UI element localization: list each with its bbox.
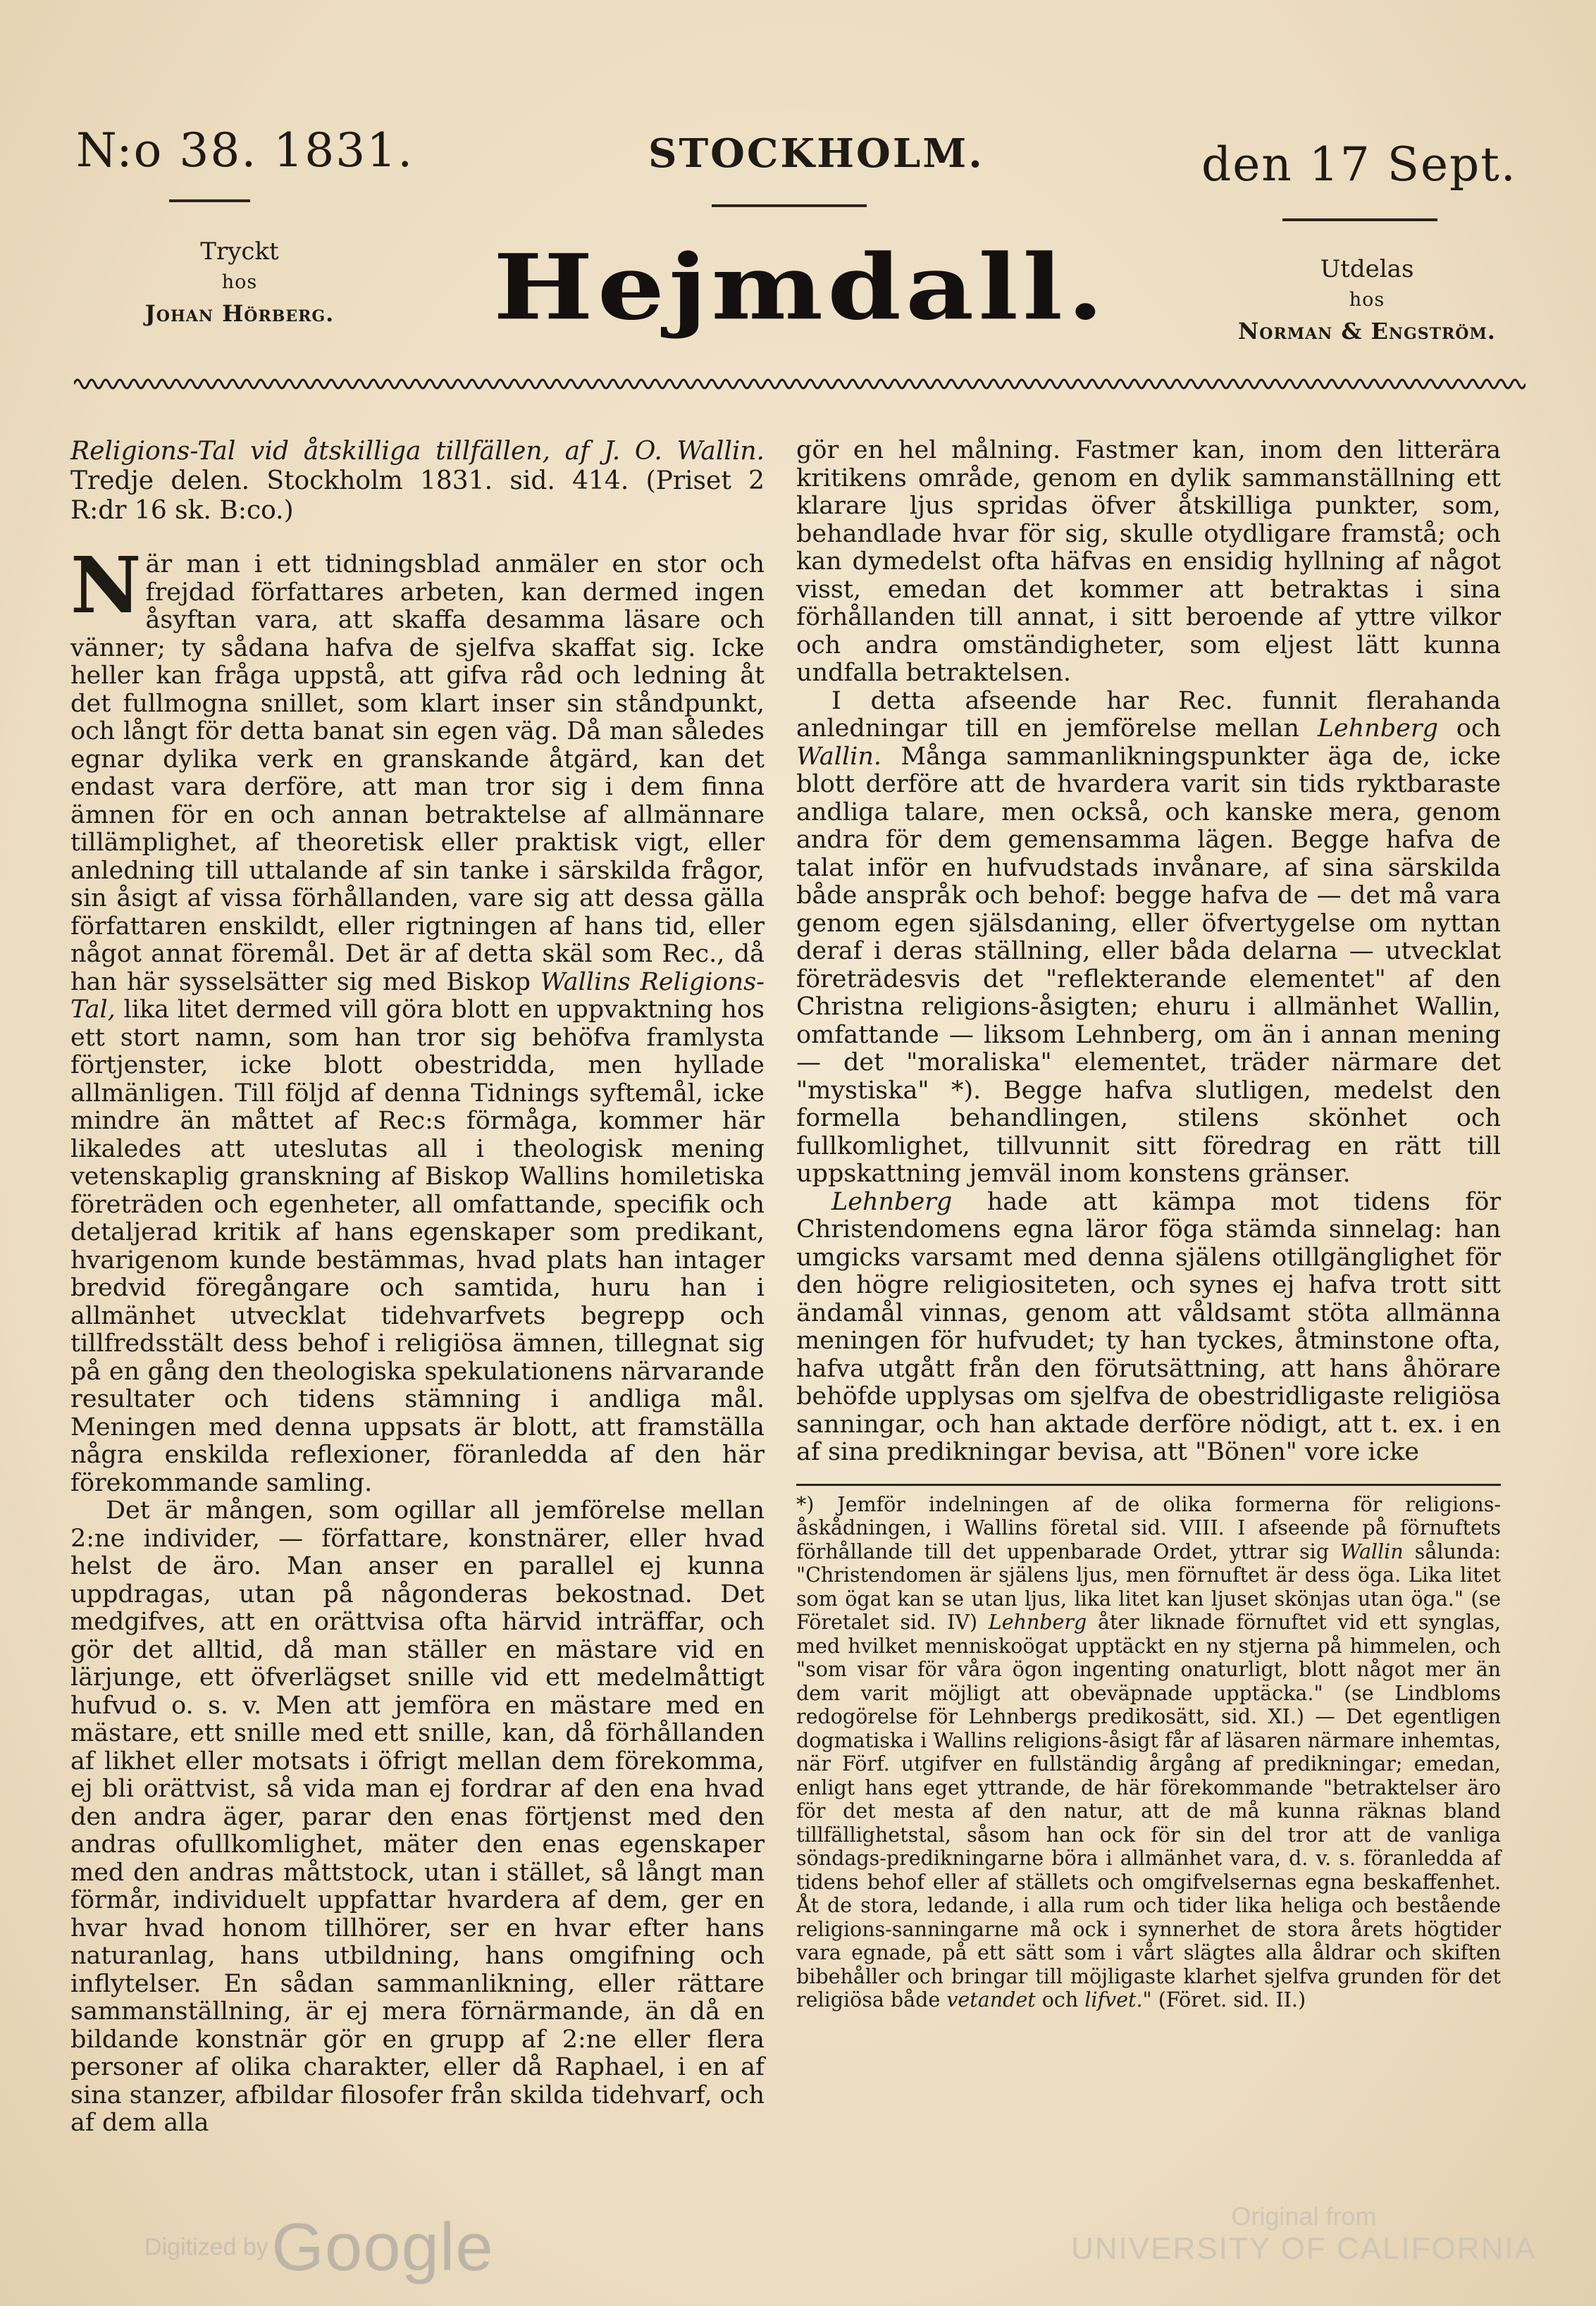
- text-run: " (Föret. sid. II.): [1142, 1988, 1306, 2011]
- paragraph-3: gör en hel målning. Fastmer kan, inom den litterära kritikens område, genom en dylik sammanställning ett klarare ljus spridas öfver åtskilliga punkter, som, behandlade hvar för sig, skulle otydligare framstå; och kan dymedelst ofta häfvas en ensidig hyllning af något visst, emedan det kommer att betraktas i sina förhållanden till annat, i sitt beroende af yttre vilkor och andra omständigheter, som eljest lätt kunna undfalla betraktelsen.: [796, 436, 1501, 687]
- printer-block: [106, 236, 373, 329]
- text-run: åter liknade förnuftet vid ett synglas, med hvilket menniskoögat upptäckt en ny stjerna på himmelen, och "som visar för våra ögon ingenting onaturligt, blott något mer än dem varit möjligt att obeväpnade upptäcka." (se Lindbloms redogörelse för Lehnbergs predikosätt, sid. XI.) — Det egentligen dogmatiska i Wallins religions-åsigt får af läsaren närmare inhemtas, när Förf. utgifver en fullständig årgång af predikningar; emedan, enligt hans eget yttrande, de här förekommande "betraktelser äro för det mesta af den natur, att de må kunna räknas bland tillfällighetstal, såsom han ock för sin del tror att de vanliga söndags-predikningarne böra i allmänhet vara, d. v. s. föranledda af tidens behof eller af ställets och omgifvelsernas egna beskaffenhet. Åt de stora, ledande, i alla rum och tider lika heliga och bestående religions-sanningarne må ock i synnerhet de stora årets högtider vara egnade, på ett sätt som i vårt slägtes alla åldrar och skiften bibehåller och bringar till möjligaste klarhet sjelfva grunden för det religiösa både: [796, 1611, 1501, 2011]
- printer-line1: Tryckt: [200, 237, 279, 266]
- text-run: *) Jemför indelningen af de olika formerna för religions-åskådningen, i Wallins företal sid. VIII. I afseende på förnuftets förhållande till det uppenbarade Ordet, yttrar sig: [796, 1492, 1501, 1563]
- issue-number: N:o 38. 1831.: [76, 123, 414, 178]
- italic-run: Lehnberg: [1317, 714, 1438, 743]
- distributor-name: Norman & Engström.: [1238, 318, 1496, 345]
- distributor-block: [1212, 254, 1522, 347]
- text-run: är man i ett tidningsblad anmäler en stor och frejdad författares arbeten, kan dermed ingen åsyftan vara, att skaffa desamma läsare och vänner; ty sådana hafva de sjelfva skaffat sig. Icke heller kan fråga uppstå, att gifva råd och ledning åt det fullmogna snillet, som klart inser sin ståndpunkt, och långt för detta banat sin egen väg. Då man således egnar dylika verk en granskande åtgärd, kan det endast vara derföre, att man tror sig i dem finna ämnen för en och annan betraktelse af allmännare tillämplighet, af theoretisk eller praktisk vigt, eller anledning till uttalande af sin tanke i särskilda frågor, sin åsigt af vissa förhållanden, vare sig att dessa gälla författaren enskildt, eller rigtningen af hans tid, eller något annat föremål. Det är af detta skäl som Rec., då han här sysselsätter sig med Biskop: [70, 550, 765, 996]
- book-title: Religions-Tal vid åtskilliga tillfällen, af J. O. Wallin.: [70, 437, 765, 466]
- text-run: I detta afseende har Rec. funnit flerahanda anledningar till en jemförelse mellan: [796, 686, 1501, 743]
- paragraph-1: [70, 540, 765, 1497]
- original-from-watermark: [1071, 2202, 1537, 2267]
- column-right: [796, 437, 1501, 2012]
- paragraph-2: Det är mången, som ogillar all jemförelse mellan 2:ne individer, — författare, konstnärer, eller hvad helst de äro. Man anser en parallel ej kunna uppdragas, utan på någonderas bekostnad. Det medgifves, att en orättvisa ofta härvid inträffar, och gör det alltid, då man ställer en mästare vid en lärjunge, ett öfverlägset snille vid ett medelmåttigt hufvud o. s. v. Men att jemföra en mästare med en mästare, ett snille med ett snille, kan, då förhållanden af likhet eller motsats i öfrigt mellan dem förekomma, ej bli orättvist, så vida man ej fordrar af den ena hvad den andra äger, parar den enas förtjenst med den andras ofullkomlighet, mäter den enas egenskaper med den andras måttstock, utan i stället, så långt man förmår, individuelt uppfattar hvardera af dem, ger en hvar hvad honom tillhörer, ser en hvar efter hans naturanlag, hans utbildning, hans omgifning och inflytelser. En sådan sammanlikning, eller rättare sammanställning, är ej mera förnärmande, än då en bildande konstnär gör en grupp af 2:ne eller flera personer af olika charakter, eller då Raphael, i en af sina stanzer, afbildar filosofer från skilda tidehvarf, och af dem alla: [70, 1496, 765, 2137]
- wavy-divider: [74, 373, 1526, 395]
- paragraph-4: [796, 688, 1501, 1189]
- distributor-line2: hos: [1349, 289, 1385, 311]
- masthead-rule-right: [1282, 218, 1437, 221]
- italic-run: Wallins Religions-Tal,: [70, 967, 765, 1024]
- printer-name: Johan Hörberg.: [144, 300, 335, 327]
- italic-run: Lehnberg: [831, 1187, 953, 1216]
- italic-run: vetandet: [946, 1988, 1036, 2011]
- column-left: [70, 437, 765, 2138]
- italic-run: Wallin: [1340, 1539, 1404, 1563]
- book-details: Tredje delen. Stockholm 1831. sid. 414. (Priset 2 R:dr 16 sk. B:co.): [70, 466, 765, 525]
- digitized-by-label: Digitized by: [144, 2233, 268, 2261]
- text-run: sålunda: "Christendomen är själens ljus, men förnuftet är dess öga. Lika litet som ögat kan se utan ljus, lika litet kan ljuset skönjas utan öga." (se Företalet sid. IV): [796, 1539, 1501, 1634]
- footnote-rule: [796, 1484, 1501, 1486]
- masthead-rule-left: [169, 199, 250, 202]
- distributor-line1: Utdelas: [1320, 255, 1414, 283]
- text-run: och: [1437, 714, 1501, 743]
- city-name: STOCKHOLM.: [648, 130, 984, 177]
- italic-run: Wallin.: [796, 742, 882, 771]
- printer-line2: hos: [221, 271, 258, 293]
- original-from-label: Original from: [1231, 2202, 1377, 2231]
- drop-cap: N: [70, 540, 142, 631]
- article-heading: [70, 437, 765, 526]
- footnote: [796, 1493, 1501, 2012]
- text-run: hade att kämpa mot tidens för Christendomens egna läror föga stämda sinnelag: han umgicks varsamt med denna själens otillgänglighet för den högre religiositeten, och synes ej hafva trott sitt ändamål vinnas, genom att våldsamt stöta allmänna meningen för hufvudet; ty han tyckes, åtminstone ofta, hafva utgått från den förutsättning, att hans åhörare behöfde upplysas om sjelfva de obestridligaste religiösa sanningar, och han aktade derföre nödigt, att t. ex. i en af sina predikningar bevisa, att "Bönen" vore icke: [796, 1187, 1501, 1466]
- text-run: lika litet dermed vill göra blott en uppvaktning hos ett stort namn, som han tror sig behöfva framlysta förtjenster, icke blott obestridda, men hyllade allmänligen. Till följd af denna Tidnings syftemål, icke mindre än måttet af Rec:s förmåga, kommer här likaledes att uteslutas all i theologisk mening vetenskaplig granskning af Biskop Wallins homiletiska företräden och egenheter, all omfattande, specifik och detaljerad kritik af hans egenskaper som predikant, hvarigenom kunde bestämmas, hvad plats han intager bredvid föregångare och samtida, huru han i allmänhet utvecklat tidehvarfvets begrepp och tillfredsstält dess behof i religiösa ämnen, tillegnat sig på en gång den theologiska spekulationens närvarande resultater och tidens stämning i andliga mål. Meningen med denna uppsats är blott, att framställa några enskilda reflexioner, föranledda af den här förekommande samling.: [70, 996, 765, 1497]
- masthead-rule-center: [712, 204, 867, 207]
- university-label: UNIVERSITY OF CALIFORNIA: [1071, 2231, 1537, 2266]
- italic-run: lifvet.: [1084, 1988, 1143, 2011]
- google-logo-text: Google: [271, 2209, 494, 2285]
- text-run: och: [1035, 1988, 1085, 2011]
- italic-run: Lehnberg: [988, 1611, 1087, 1634]
- digitized-by-watermark: [144, 2209, 494, 2286]
- footnote-text: [796, 1493, 1501, 2012]
- text-run: Många sammanlikningspunkter äga de, icke blott derföre att de hvardera varit sin tids ryktbaraste andliga talare, men också, och kanske mera, genom andra för dem gemensamma lägen. Begge hafva de talat inför en hufvudstads invånare, af sina särskilda både anspråk och behof: begge hafva de — det må vara genom egen själsdaning, eller öfvertygelse om nyttan deraf i deras ställning, eller båda delarna — utvecklat företrädesvis det "reflekterande elementet" af den Christna religions-åsigten; ehuru i allmänhet Wallin, omfattande — liksom Lehnberg, om än i annan mening — det "moraliska" elementet, träder närmare det "mystiska" *). Begge hafva slutligen, medelst den formella behandlingen, stilens skönhet och fullkomlighet, tillvunnit sitt föredrag en rätt till uppskattning jemväl inom konstens gränser.: [796, 742, 1501, 1188]
- issue-date: den 17 Sept.: [1201, 137, 1517, 192]
- newspaper-title: Hejmdall.: [493, 235, 1108, 340]
- paragraph-5: [796, 1189, 1501, 1467]
